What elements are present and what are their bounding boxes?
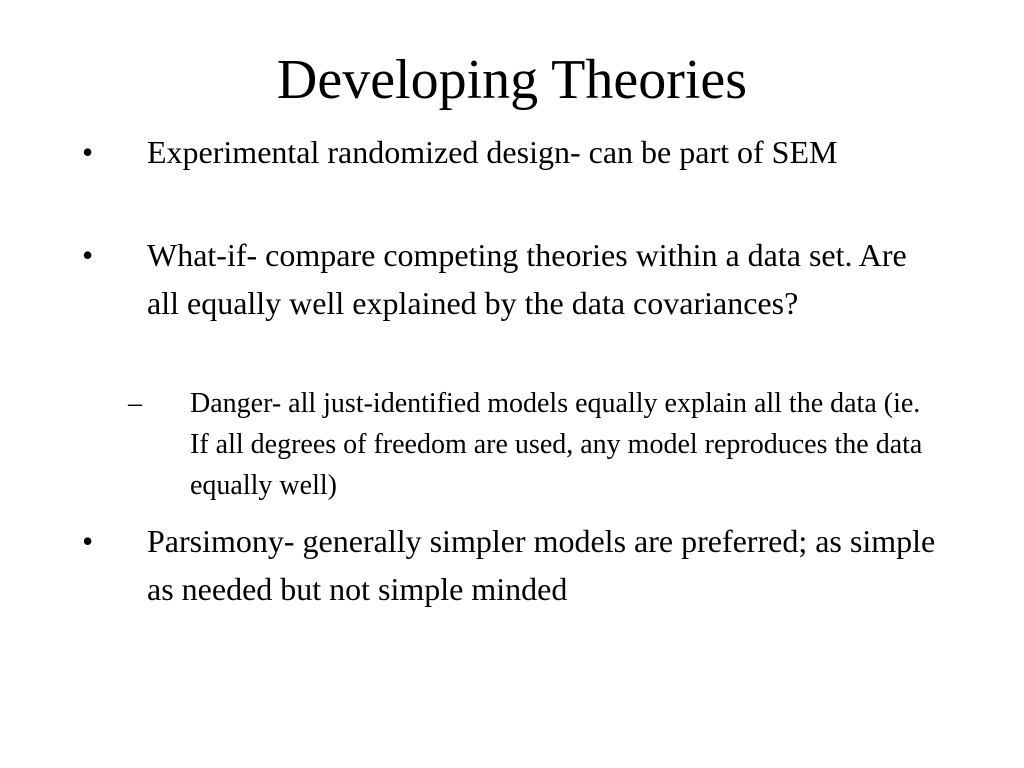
bullet-marker: •: [82, 523, 94, 559]
sub-bullet-text: Danger- all just-identified models equally explain all the data (ie. If all degrees of freedom are used, any model reproduces the data equally well): [190, 388, 923, 501]
bullet-text: Parsimony- generally simpler models are preferred; as simple as needed but not simple minded: [147, 523, 936, 607]
slide-title: Developing Theories: [276, 49, 748, 111]
bullet-text: Experimental randomized design- can be part of SEM: [147, 134, 838, 170]
bullet-text: What-if- compare competing theories within a data set. Are all equally well explained by the data covariances?: [147, 237, 907, 321]
bullet-marker: •: [82, 237, 94, 273]
bullet-marker: •: [82, 134, 94, 170]
sub-bullet-marker: –: [128, 388, 142, 419]
